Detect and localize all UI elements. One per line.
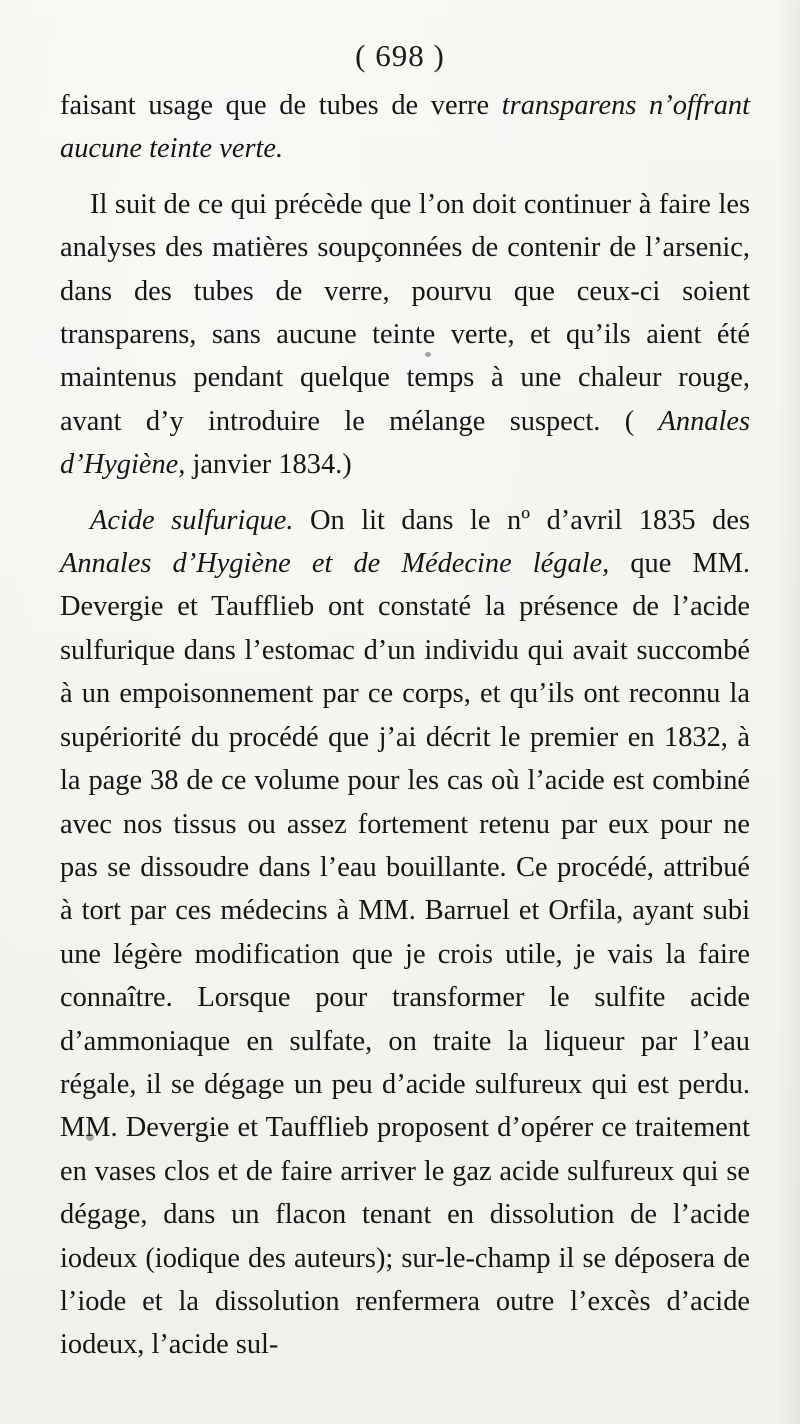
paragraph-acide-sulfurique (60, 499, 750, 1367)
paragraph-arsenic-conclusion (60, 183, 750, 487)
text-run: Il suit de ce qui précède que l’on doit continuer à faire les analyses des matières soupçonnées de contenir de l’arsenic, dans des tubes de verre, pourvu que ceux-ci soient transparens, sans aucune teinte verte, et qu’ils aient été maintenus pendant quelque temps à une chaleur rouge, avant d’y introduire le mélange suspect. ( (60, 188, 750, 437)
text-run-italic: Annales d’Hygiène, (60, 405, 750, 481)
paragraph-continuation (60, 84, 750, 171)
text-run: que MM. Devergie et Taufflieb ont constaté la présence de l’acide sulfurique dans l’estomac d’un individu qui avait succombé à un empoisonnement par ce corps, et qu’ils ont reconnu la supériorité du procédé que j’ai décrit le premier en 1832, à la page 38 de ce volume pour les cas où l’acide est combiné avec nos tissus ou assez fortement retenu par eux pour ne pas se dissoudre dans l’eau bouillante. Ce procédé, attribué à tort par ces médecins à MM. Barruel et Orfila, ayant subi une légère modification que je crois utile, je vais la faire connaître. Lorsque pour transformer le sulfite acide d’ammoniaque en sulfate, on traite la liqueur par l’eau régale, il se dégage un peu d’acide sulfureux qui est perdu. MM. Devergie et Taufflieb proposent d’opérer ce traitement en vases clos et de faire arriver le gaz acide sulfureux qui se dégage, dans un flacon tenant en dissolution de l’acide iodeux (iodique des auteurs); sur-le-champ il se déposera de l’iode et la dissolution renfermera outre l’excès d’acide iodeux, l’acide sul- (60, 548, 750, 1361)
text-run: janvier 1834.) (185, 449, 352, 481)
page-edge-shadow (778, 0, 800, 1424)
section-heading-italic: Acide sulfurique. (90, 504, 294, 536)
text-run-italic: transparens n’offrant aucune teinte verte. (60, 90, 750, 165)
body-text (60, 84, 750, 1379)
journal-title-italic: Annales d’Hygiène et de Médecine légale, (60, 548, 610, 580)
text-run: On lit dans le nº d’avril 1835 des (293, 504, 750, 536)
page-number: ( 698 ) (355, 38, 445, 73)
text-run: faisant usage que de tubes de verre (60, 90, 502, 121)
